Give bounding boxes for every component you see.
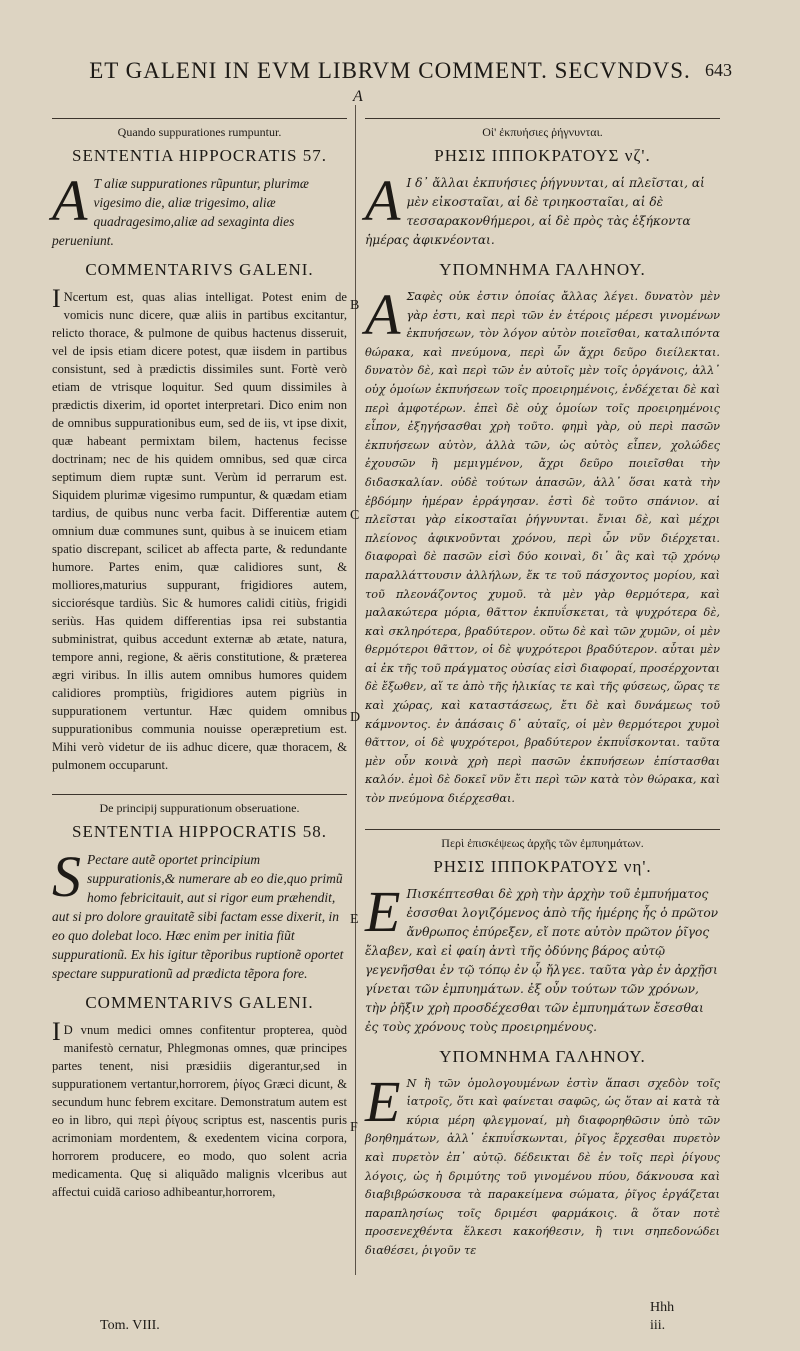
greek-aphorism-57-caption: Οἱ' ἐκπυήσιες ῥήγνυνται. bbox=[482, 125, 603, 139]
volume-signature: Tom. VIII. bbox=[100, 1318, 160, 1333]
greek-commentary-58-text: E Ν ἢ τῶν ὁμολογουμένων ἐστὶν ἅπασι σχεδὸν τοῖς ἰατροῖς, ὅτι καὶ φαίνεται σαφῶς, ὡς ὅταν αἱ κατὰ τὰ κύρια μέρη φλεγμοναί, μὴ διαφορηθῶσιν ὑπὸ τῶν βοηθημάτων, ἀλλ᾽ ἐκπυΐσκωνται, ῥῖγος ἔρχεσθαι πυρετὸν καὶ πυρετὸν ἐπ᾽ αὐτῷ. δέδεικται δὲ ἐν τοῖς περὶ ῥίγους λόγοις, ὡς ἡ δριμύτης τοῦ γινομένου πύου, δάκνουσα καὶ διαβιβρώσκουσα τὰ παρακείμενα σώματα, ῥῖγος ἐργάζεται παραπλησίως τοῖς δριμέσι φαρμάκοις. ἃ ὅταν ποτὲ προσενεχθέντα ἕλκεσι κακοήθεσιν, ἢ τινι σηπεδονώδει διαθέσει, ῥιγοῦν τε bbox=[365, 1068, 720, 1257]
margin-letter-f: F bbox=[350, 1120, 358, 1135]
greek-column bbox=[365, 112, 720, 1261]
rule bbox=[365, 118, 720, 119]
margin-letter-c: C bbox=[350, 508, 360, 523]
dropcap: A bbox=[365, 168, 401, 233]
aphorism-57-caption: Quando suppurationes rumpuntur. bbox=[117, 125, 282, 139]
aphorism-57-text: A T aliæ suppurationes rũpuntur, plurimæ vigesimo die, aliæ trigesimo, aliæ quadragesimo,aliæ ad sexaginta dies perueniunt. bbox=[52, 168, 309, 248]
greek-aphorism-57-title: ΡΗΣΙΣ ΙΠΠΟΚΡΑΤΟΥΣ νζ'. bbox=[434, 146, 651, 165]
aphorism-58-title: SENTENTIA HIPPOCRATIS 58. bbox=[72, 822, 327, 841]
greek-commentary-57-text: A Σαφὲς οὐκ ἐστιν ὁποίας ἄλλας λέγει. δυνατὸν μὲν γὰρ ἐστι, καὶ περὶ τῶν ἐν ἑτέροις μέρεσι γινομένων ἐκπυήσεων, τὸν λόγον αὐτὸν ποιεῖσθαι, καταλιπόντα θώρακα, καὶ πνεύμονα, περὶ ὧν ἄχρι δεῦρο διείλεκται. δυνατὸν δὲ, καὶ περὶ τῶν ἐν αὐτοῖς μὲν τοῖς ὀργάνοις, ἀλλ᾽ οὐχ ὁμοίων ἐκπυήσεων τοῖς προειρημένοις, ἐνδέχεται δὲ καὶ περὶ ἀμφοτέρων. ἐπεὶ δὲ οὐχ ὁμοίων τοῖς προειρημένοις εἶπον, ἐξηγήσασθαι χρὴ τοῦτο. φημὶ γὰρ, οὐ περὶ πασῶν ἐκπυήσεων αὐτὸν, ἀλλὰ τῶν, ὡς αὐτὸς εἶπεν, χολώδες ἐχουσῶν ἢ μεμιγμένον, ἄχρι δεῦρο ποιεῖσθαι τὴν διδασκαλίαν. οὐδὲ τούτων ἁπασῶν, ἀλλ᾽ ὅσαι κατὰ τὴν ἑβδόμην ἡμέραν ἐρράγησαν. ἐστὶ δὲ τοῦτο σπάνιον. αἱ πλεῖσται γὰρ εἰκοσταῖαι ῥήγνυνται. ἔνιαι δὲ, καὶ μέχρι πλείονος ἀφικνοῦνται χρόνου, περὶ ὧν νῦν διέρχεται. διαφοραὶ δὲ πασῶν εἰσὶ δύο κοιναὶ, δι᾽ ἃς καὶ τῷ χρόνῳ παραλλάττουσιν ἀλλήλων, ἔκ τε τοῦ πάσχοντος μορίου, καὶ τοῦ πλεονάζοντος χυμοῦ. τὰ μὲν γὰρ θερμότερα, καὶ μαλακώτερα μόρια, θᾶττον ἐκπυΐσκεται, τὰ ψυχρότερα δὲ, καὶ σκληρότερα, βραδύτερον. οὕτω δὲ καὶ τῶν χυμῶν, οἱ μὲν θερμότεροι θᾶττον, οἱ δὲ ψυχρότεροι βραδύτερον. αὗται μὲν αἱ ἐκ τῆς τοῦ πράγματος οὐσίας εἰσὶ διαφοραί, προσέρχονται δὲ ἔξωθεν, αἵ τε ἀπὸ τῆς ἡλικίας τε καὶ τῆς φύσεως, ὥρας τε καὶ χώρας, καὶ καταστάσεως, ἔτι δὲ καὶ δυνάμεως τοῦ κάμνοντος. ἐν ἁπάσαις δ᾽ αὐταῖς, οἱ μὲν θερμότεροι χυμοὶ θᾶττον, οἱ δὲ ψυχρότεροι, βραδύτερον ἐκπυΐσκονται. ταῦτα μὲν οὖν κοινὰ χρὴ περὶ πασῶν ἐκπυήσεων ἐπίστασθαι καλόν. ἐμοὶ δὲ δοκεῖ νῦν ἔτι περὶ τῶν κατὰ τὸν θώρακα, καὶ τὸν πνεύμονα διέρχεσθαι. bbox=[365, 282, 720, 806]
greek-aphorism-58-title: ΡΗΣΙΣ ΙΠΠΟΚΡΑΤΟΥΣ νη'. bbox=[433, 856, 652, 876]
greek-commentary-57-title: ΥΠΟΜΝΗΜΑ ΓΑΛΗΝΟΥ. bbox=[439, 260, 646, 279]
running-header: ET GALENI IN EVM LIBRVM COMMENT. SECVNDVS. bbox=[89, 58, 691, 83]
aphorism-58-text: S Pectare autẽ oportet principium suppurationis,& numerare ab eo die,quo primũ homo febricitauit, aut si rigor eum præhendit, aut si pro dolore grauitatẽ sibi factam esse dixerit, in eo quo dolebat loco. Hæc enim per initia fiũt suppurationũ. Ex his igitur tẽporibus ruptionẽ oportet spectare suppurationũ ad prædicta tẽpora fore. bbox=[52, 844, 344, 981]
margin-letter-e: E bbox=[350, 912, 359, 927]
rule bbox=[52, 118, 347, 119]
margin-letter-b: B bbox=[350, 298, 360, 313]
aphorism-57-title: SENTENTIA HIPPOCRATIS 57. bbox=[72, 146, 327, 165]
margin-letter-d: D bbox=[350, 710, 361, 725]
column-divider bbox=[355, 105, 356, 1275]
greek-aphorism-58-caption: Περὶ ἐπισκέψεως ἀρχῆς τῶν ἐμπυημάτων. bbox=[441, 835, 644, 850]
commentary-57-title: COMMENTARIVS GALENI. bbox=[85, 260, 314, 279]
dropcap: A bbox=[52, 168, 88, 233]
gathering-signature-sub: iii. bbox=[650, 1318, 666, 1333]
gathering-signature: Hhh bbox=[650, 1300, 675, 1315]
commentary-58-title: COMMENTARIVS GALENI. bbox=[85, 993, 314, 1012]
rule bbox=[52, 794, 347, 795]
commentary-57-text: I Ncertum est, quas alias intelligat. Potest enim de vomicis nunc dicere, quæ aliis in partibus excitantur, relicto thorace, & pulmone de quibus hactenus disseruit, vel de ipsis etiam dicere potest, quæ iisdem in partibus consistunt, sed à prædictis dissimiles sunt. Fortè verò etiam de vtrisque loquitur. Sed quum dissimiles à prædictis dixerim, id oportet interpretari. Dico enim non de omnibus suppurationibus eum, sed de iis, vt ipse dixit, quæ habeant permixtam bilem, hactenus fecisse doctrinam; nec de his quidem omnibus, sed quæ circa septimum diem ruptæ sunt. Verùm id perrarum est. Siquidem plurimæ vigesimo rumpuntur, & quædam etiam tardius, de quibus nunc verba facit. Differentiæ autem omnium duæ communes sunt, quibus à se inuicem etiam spatio discrepant, scilicet ab affecta parte, & redundante humore. Partes enim, quæ calidiores sunt, & molliores,maturius suppurant, frigidiores autem, sicciorésque tardiùs. Sic & humores calidi citiùs, frigidi seriùs. Has quidem differentias ipsa rei substantia subministrat, quibus accedunt externæ ab ætate, natura, tempore anni, regione, & aëris constitutione, & præterea ægri viribus. In illis autem omnibus humores quidem calidiores promptiùs, frigidiores autem pigriùs in suppurationem vertuntur. Hæc quidem omnibus suppurationibus communia nouisse operæpretium est. Mihi verò videtur de iis adhuc dicere, quæ thoracem, & pulmonem occuparunt. bbox=[52, 284, 347, 772]
aphorism-58-caption: De principij suppurationum obseruatione. bbox=[99, 801, 300, 815]
greek-aphorism-57-text: A Ι δ᾽ ἄλλαι ἐκπυήσιες ῥήγνυνται, αἱ πλεῖσται, αἱ μὲν εἰκοσταῖαι, αἱ δὲ τριηκοσταῖαι, αἱ δὲ τεσσαρακονθήμεροι, αἱ δὲ πρὸς τὰς ἑξήκοντα ἡμέρας ἀφικνέονται. bbox=[365, 168, 705, 247]
dropcap: S bbox=[52, 844, 81, 909]
page-number: 643 bbox=[705, 60, 732, 80]
dropcap: E bbox=[365, 878, 401, 944]
greek-commentary-58-title: ΥΠΟΜΝΗΜΑ ΓΑΛΗΝΟΥ. bbox=[439, 1046, 646, 1066]
greek-aphorism-58-text: E Πισκέπτεσθαι δὲ χρὴ τὴν ἀρχὴν τοῦ ἐμπυήματος ἐσσσθαι λογιζόμενος ἀπὸ τῆς ἡμέρης ἧς ὁ πρῶτον ἄνθρωπος ἐπύρεξεν, εἴ ποτε αὐτὸν πρῶτον ῥῖγος ἔλαβεν, καὶ εἰ φαίη ἀντὶ τῆς ὀδύνης βάρος αὐτῷ γεγενῆσθαι ἐν τῷ τόπῳ ἐν ᾧ ἤλγεε. ταῦτα γὰρ ἐν ἀρχῇσι γίνεται τῶν ἐμπυημάτων. ἐξ οὖν τούτων τῶν χρόνων, τὴν ῥῆξιν χρὴ προσδέχεσθαι τῶν ἐμπυημάτων ἔσεσθαι ἐς τοὺς χρόνους τοὺς προειρημένους. bbox=[365, 878, 719, 1034]
section-letter-a: A bbox=[353, 88, 363, 105]
rule bbox=[365, 829, 720, 830]
commentary-58-text: I D vnum medici omnes confitentur propterea, quòd manifestò cernatur, Phlegmonas omnes, quæ principes partes tenent, nisi præsidiis digerantur,sed in suppurationem vertantur,horrorem, ῥίγος Græci dicunt, & secundum hunc febrem excitare. Demonstratum autem est eo in libro, qui περὶ ῥίγους scriptus est, nascentis puris acrimoniam mordentem, & exedentem vicina corpora, horrorem producere, eo modo, quo solent acria medicamenta. Quę si aliquãdo malignis vlceribus aut affectui cuidã carioso adhibeantur,horrorem, bbox=[52, 1017, 347, 1199]
latin-column bbox=[52, 112, 347, 1201]
